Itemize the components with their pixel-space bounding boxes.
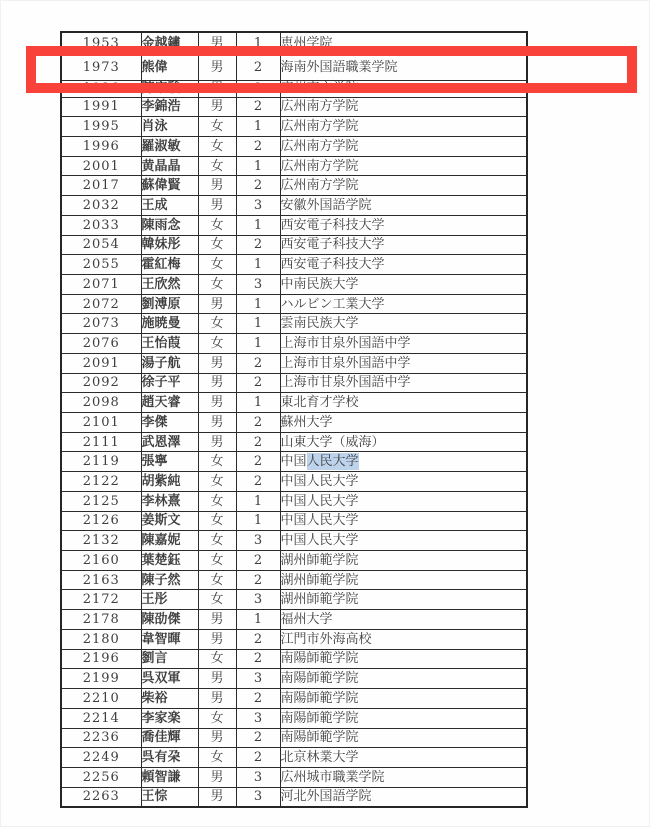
num-cell: 2 [236, 373, 280, 393]
id-cell: 2091 [61, 353, 141, 373]
gender-cell: 女 [198, 117, 236, 137]
id-cell: 2236 [61, 728, 141, 748]
id-cell: 2054 [61, 235, 141, 255]
school-cell: 中国人民大学 [280, 531, 527, 551]
num-cell: 3 [236, 196, 280, 216]
num-cell: 1 [236, 491, 280, 511]
name-cell: 熊偉 [141, 54, 198, 80]
num-cell: 3 [236, 767, 280, 787]
table-row [61, 156, 527, 176]
table-row [61, 531, 527, 551]
table-row [61, 393, 527, 413]
table-row [61, 353, 527, 373]
id-cell: 2160 [61, 551, 141, 571]
table-row [61, 511, 527, 531]
id-cell: 2199 [61, 669, 141, 689]
id-cell: 2032 [61, 196, 141, 216]
num-cell: 1 [236, 156, 280, 176]
name-cell: 李林熹 [141, 491, 198, 511]
school-cell: 福州大学 [280, 610, 527, 630]
gender-cell: 女 [198, 255, 236, 275]
table-row [61, 649, 527, 669]
num-cell: 2 [236, 235, 280, 255]
name-cell: 羅淑敏 [141, 136, 198, 156]
table-row [61, 590, 527, 610]
num-cell: 2 [236, 176, 280, 196]
school-cell: 江門市外海高校 [280, 629, 527, 649]
id-cell: 2214 [61, 708, 141, 728]
name-cell: 呉双軍 [141, 669, 198, 689]
table-row [61, 689, 527, 709]
id-cell: 2101 [61, 413, 141, 433]
gender-cell: 女 [198, 235, 236, 255]
num-cell: 2 [236, 136, 280, 156]
name-cell: 湯子航 [141, 353, 198, 373]
num-cell: 2 [236, 452, 280, 472]
name-cell: 陳子然 [141, 570, 198, 590]
id-cell: 2033 [61, 215, 141, 235]
num-cell: 3 [236, 531, 280, 551]
gender-cell: 女 [198, 531, 236, 551]
id-cell: 1973 [61, 54, 141, 80]
num-cell: 1 [236, 32, 280, 54]
id-cell: 1996 [61, 136, 141, 156]
gender-cell: 男 [198, 413, 236, 433]
school-cell: 湖州師範学院 [280, 551, 527, 571]
name-cell: 陳家駿 [141, 80, 198, 97]
name-cell: 金越鏽 [141, 32, 198, 54]
table-row [61, 432, 527, 452]
school-cell: 南陽師範学院 [280, 689, 527, 709]
num-cell: 1 [236, 314, 280, 334]
gender-cell: 男 [198, 353, 236, 373]
name-cell: 劉溥原 [141, 294, 198, 314]
school-cell: 中国人民大学 [280, 491, 527, 511]
id-cell: 2249 [61, 748, 141, 768]
name-cell: 張寧 [141, 452, 198, 472]
name-cell: 黄晶晶 [141, 156, 198, 176]
id-cell: 2076 [61, 334, 141, 354]
num-cell: 2 [236, 353, 280, 373]
table-row [61, 551, 527, 571]
name-cell: 頼智謙 [141, 767, 198, 787]
table-row [61, 491, 527, 511]
id-cell: 1986 [61, 80, 141, 97]
table-row [61, 117, 527, 137]
name-cell: 呉有朶 [141, 748, 198, 768]
table-row [61, 274, 527, 294]
gender-cell: 男 [198, 97, 236, 117]
name-cell: 李傑 [141, 413, 198, 433]
id-cell: 2111 [61, 432, 141, 452]
school-cell: 恵州学院 [280, 32, 527, 54]
num-cell: 2 [236, 649, 280, 669]
school-cell: 南陽師範学院 [280, 669, 527, 689]
table-row [61, 748, 527, 768]
table-row [61, 610, 527, 630]
school-cell: 南陽師範学院 [280, 708, 527, 728]
school-cell: 広州城市職業学院 [280, 767, 527, 787]
gender-cell: 男 [198, 728, 236, 748]
num-cell: 2 [236, 472, 280, 492]
id-cell: 2072 [61, 294, 141, 314]
name-cell: 王彤 [141, 590, 198, 610]
name-cell: 韓妹彤 [141, 235, 198, 255]
school-cell: 湖州師範学院 [280, 590, 527, 610]
gender-cell: 女 [198, 215, 236, 235]
table-row [61, 629, 527, 649]
num-cell: 3 [236, 669, 280, 689]
table-row [61, 669, 527, 689]
name-cell: 葉楚鈺 [141, 551, 198, 571]
table-row [61, 176, 527, 196]
id-cell: 1995 [61, 117, 141, 137]
school-cell [280, 452, 527, 472]
student-roster-table [60, 31, 528, 808]
table-row [61, 196, 527, 216]
table-row [61, 708, 527, 728]
gender-cell: 女 [198, 136, 236, 156]
gender-cell: 女 [198, 314, 236, 334]
gender-cell: 男 [198, 669, 236, 689]
gender-cell: 男 [198, 393, 236, 413]
name-cell: 霍紅梅 [141, 255, 198, 275]
school-cell: 中南民族大学 [280, 274, 527, 294]
num-cell: 1 [236, 610, 280, 630]
gender-cell: 女 [198, 156, 236, 176]
name-cell: 陳嘉妮 [141, 531, 198, 551]
school-text: 中国 [280, 454, 307, 470]
school-cell: 中国人民大学 [280, 472, 527, 492]
name-cell: 陳雨念 [141, 215, 198, 235]
table-row [61, 215, 527, 235]
id-cell: 2073 [61, 314, 141, 334]
id-cell: 2132 [61, 531, 141, 551]
id-cell: 2210 [61, 689, 141, 709]
school-cell: 雲南民族大学 [280, 314, 527, 334]
num-cell: 2 [236, 97, 280, 117]
gender-cell: 女 [198, 274, 236, 294]
school-cell: 蘇州大学 [280, 413, 527, 433]
red-annotation-rectangle [26, 46, 637, 93]
id-cell: 2256 [61, 767, 141, 787]
school-cell: 河北外国語学院 [280, 787, 527, 807]
id-cell: 2071 [61, 274, 141, 294]
name-cell: 王悰 [141, 787, 198, 807]
num-cell: 2 [236, 748, 280, 768]
name-cell: 胡紫純 [141, 472, 198, 492]
num-cell: 3 [236, 787, 280, 807]
school-cell: 南陽師範学院 [280, 649, 527, 669]
selected-school-text[interactable]: 人民大学 [306, 454, 359, 470]
table-row [61, 452, 527, 472]
id-cell: 2180 [61, 629, 141, 649]
num-cell: 2 [236, 689, 280, 709]
school-cell: 北京林業大学 [280, 748, 527, 768]
school-cell: 安徽外国語学院 [280, 196, 527, 216]
table-row [61, 314, 527, 334]
num-cell: 1 [236, 117, 280, 137]
gender-cell: 男 [198, 294, 236, 314]
num-cell: 2 [236, 413, 280, 433]
school-cell: 広州南方学院 [280, 97, 527, 117]
num-cell: 1 [236, 294, 280, 314]
school-cell: 湖州師範学院 [280, 570, 527, 590]
table-row [61, 728, 527, 748]
name-cell: 李錦浩 [141, 97, 198, 117]
name-cell: 王成 [141, 196, 198, 216]
table-row [61, 787, 527, 807]
table-row [61, 97, 527, 117]
gender-cell: 男 [198, 432, 236, 452]
gender-cell: 男 [198, 767, 236, 787]
num-cell: 2 [236, 629, 280, 649]
id-cell: 2119 [61, 452, 141, 472]
gender-cell: 男 [198, 689, 236, 709]
gender-cell: 女 [198, 491, 236, 511]
id-cell: 2098 [61, 393, 141, 413]
school-cell: 西安電子科技大学 [280, 255, 527, 275]
num-cell: 1 [236, 255, 280, 275]
id-cell: 2178 [61, 610, 141, 630]
gender-cell: 男 [198, 80, 236, 97]
table-row [61, 255, 527, 275]
id-cell: 2196 [61, 649, 141, 669]
id-cell: 1991 [61, 97, 141, 117]
name-cell: 李家楽 [141, 708, 198, 728]
name-cell: 陳劭傑 [141, 610, 198, 630]
num-cell: 2 [236, 728, 280, 748]
id-cell: 2055 [61, 255, 141, 275]
num-cell: 2 [236, 551, 280, 571]
gender-cell: 女 [198, 551, 236, 571]
gender-cell: 女 [198, 334, 236, 354]
gender-cell: 男 [198, 629, 236, 649]
id-cell: 2001 [61, 156, 141, 176]
num-cell: 1 [236, 393, 280, 413]
name-cell: 蘇偉賢 [141, 176, 198, 196]
school-cell: 東北育才学校 [280, 393, 527, 413]
school-cell: 広州南方学院 [280, 156, 527, 176]
gender-cell: 女 [198, 649, 236, 669]
gender-cell: 女 [198, 511, 236, 531]
school-cell: 南陽師範学院 [280, 728, 527, 748]
id-cell: 2017 [61, 176, 141, 196]
gender-cell: 男 [198, 373, 236, 393]
gender-cell: 男 [198, 610, 236, 630]
table-row [61, 373, 527, 393]
id-cell: 2263 [61, 787, 141, 807]
gender-cell: 男 [198, 196, 236, 216]
school-cell: 上海市甘泉外国語中学 [280, 353, 527, 373]
num-cell: 3 [236, 274, 280, 294]
id-cell: 2122 [61, 472, 141, 492]
name-cell: 喬佳輝 [141, 728, 198, 748]
school-cell: 海南外国語職業学院 [280, 54, 527, 80]
id-cell: 2163 [61, 570, 141, 590]
gender-cell: 男 [198, 787, 236, 807]
table-row [61, 570, 527, 590]
name-cell: 王怡葭 [141, 334, 198, 354]
num-cell: 3 [236, 590, 280, 610]
school-cell: 広州南方学院 [280, 176, 527, 196]
num-cell: 1 [236, 215, 280, 235]
gender-cell: 男 [198, 54, 236, 80]
gender-cell: 女 [198, 748, 236, 768]
name-cell: 劉言 [141, 649, 198, 669]
gender-cell: 男 [198, 32, 236, 54]
table-row [61, 136, 527, 156]
name-cell: 趙天睿 [141, 393, 198, 413]
gender-cell: 女 [198, 590, 236, 610]
school-cell: 西安電子科技大学 [280, 215, 527, 235]
table-row [61, 235, 527, 255]
num-cell: 1 [236, 334, 280, 354]
gender-cell: 女 [198, 452, 236, 472]
table-row [61, 767, 527, 787]
school-cell: 山東大学（威海） [280, 432, 527, 452]
table-row [61, 472, 527, 492]
school-cell: 広州南方学院 [280, 80, 527, 97]
gender-cell: 女 [198, 708, 236, 728]
table-row [61, 413, 527, 433]
id-cell: 2172 [61, 590, 141, 610]
num-cell: 2 [236, 80, 280, 97]
gender-cell: 男 [198, 176, 236, 196]
num-cell: 3 [236, 708, 280, 728]
school-cell: 広州南方学院 [280, 136, 527, 156]
school-cell: ハルビン工業大学 [280, 294, 527, 314]
school-cell: 中国人民大学 [280, 511, 527, 531]
name-cell: 肖泳 [141, 117, 198, 137]
school-cell: 西安電子科技大学 [280, 235, 527, 255]
name-cell: 柴裕 [141, 689, 198, 709]
id-cell: 2125 [61, 491, 141, 511]
school-cell: 広州南方学院 [280, 117, 527, 137]
name-cell: 王欣然 [141, 274, 198, 294]
id-cell: 1953 [61, 32, 141, 54]
gender-cell: 女 [198, 472, 236, 492]
num-cell: 2 [236, 570, 280, 590]
table-row [61, 294, 527, 314]
num-cell: 2 [236, 54, 280, 80]
table-row [61, 334, 527, 354]
name-cell: 韋智暉 [141, 629, 198, 649]
name-cell: 施暁曼 [141, 314, 198, 334]
name-cell: 武恩澤 [141, 432, 198, 452]
num-cell: 1 [236, 511, 280, 531]
id-cell: 2092 [61, 373, 141, 393]
name-cell: 徐子平 [141, 373, 198, 393]
school-cell: 上海市甘泉外国語中学 [280, 334, 527, 354]
gender-cell: 女 [198, 570, 236, 590]
num-cell: 2 [236, 432, 280, 452]
id-cell: 2126 [61, 511, 141, 531]
name-cell: 姜斯文 [141, 511, 198, 531]
school-cell: 上海市甘泉外国語中学 [280, 373, 527, 393]
